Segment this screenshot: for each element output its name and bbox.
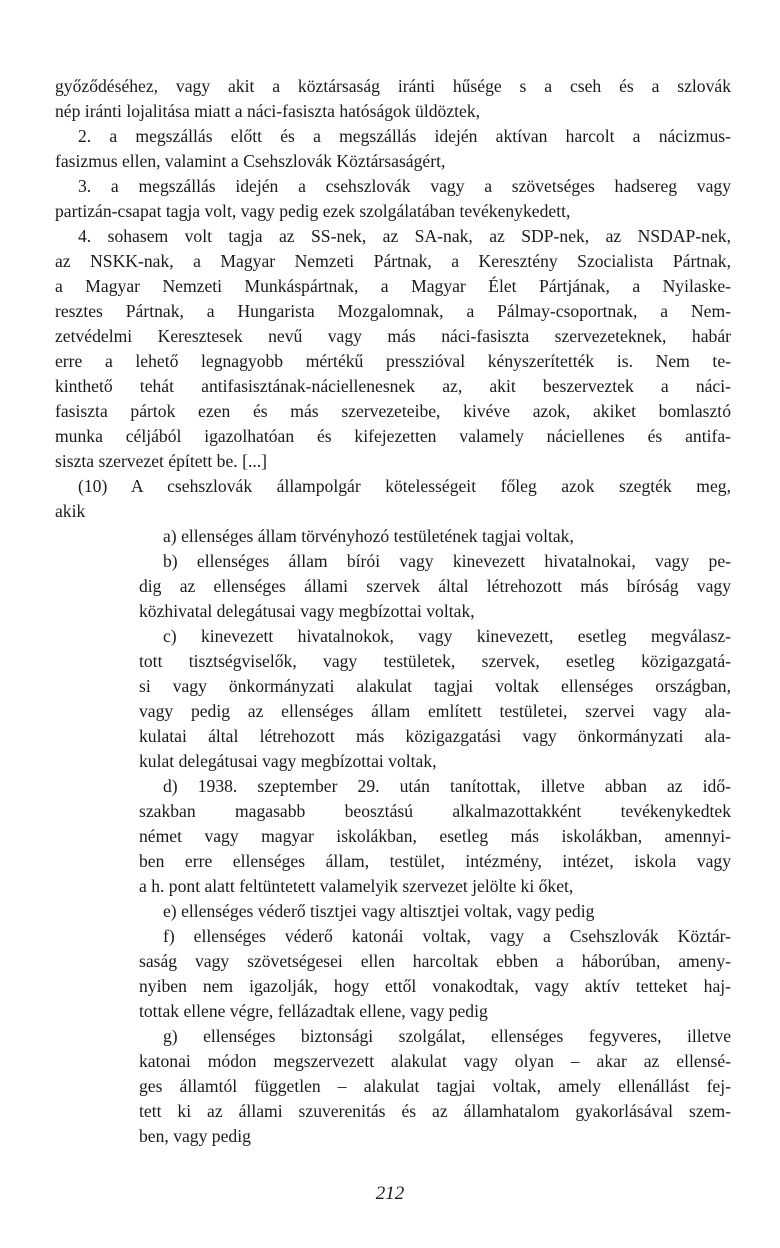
text-line: nyiben nem igazolják, hogy ettől vonakodtak, vagy aktív tetteket haj- bbox=[139, 976, 731, 996]
text-line: partizán-csapat tagja volt, vagy pedig ezek szolgálatában tevékenykedett, bbox=[55, 201, 571, 221]
text-line: kulat delegátusai vagy megbízottai voltak, bbox=[139, 751, 437, 771]
text-line: dig az ellenséges állami szervek által létrehozott más bíróság vagy bbox=[139, 576, 731, 596]
text-line: munka céljából igazolhatóan és kifejezetten valamely náciellenes és antifa- bbox=[55, 426, 731, 446]
text-line: tottak ellene végre, fellázadtak ellene, vagy pedig bbox=[139, 1001, 488, 1021]
text-line: siszta szervezet épített be. [...] bbox=[55, 451, 268, 471]
text-line: az NSKK-nak, a Magyar Nemzeti Pártnak, a Keresztény Szocialista Pártnak, bbox=[55, 251, 731, 271]
text-line: fasizmus ellen, valamint a Csehszlovák Köztársaságért, bbox=[55, 151, 446, 171]
text-line: ges államtól független – alakulat tagjai voltak, amely ellenállást fej- bbox=[139, 1076, 731, 1096]
text-line: tett ki az állami szuverenitás és az államhatalom gyakorlásával szem- bbox=[139, 1101, 731, 1121]
text-line: a h. pont alatt feltüntetett valamelyik szervezet jelölte ki őket, bbox=[139, 876, 574, 896]
text-line: erre a lehető legnagyobb mértékű presszióval kényszerítették is. Nem te- bbox=[55, 351, 731, 371]
text-line: zetvédelmi Keresztesek nevű vagy más náci-fasiszta szervezeteknek, habár bbox=[55, 326, 731, 346]
text-line: f) ellenséges véderő katonái voltak, vagy a Csehszlovák Köztár- bbox=[163, 926, 731, 946]
text-line: 2. a megszállás előtt és a megszállás idején aktívan harcolt a nácizmus- bbox=[78, 126, 731, 146]
text-line: a) ellenséges állam törvényhozó testületének tagjai voltak, bbox=[163, 526, 574, 546]
text-line: c) kinevezett hivatalnokok, vagy kinevezett, esetleg megválasz- bbox=[163, 626, 731, 646]
text-line: katonai módon megszervezett alakulat vagy olyan – akar az ellensé- bbox=[139, 1051, 731, 1071]
text-line: d) 1938. szeptember 29. után tanítottak, illetve abban az idő- bbox=[163, 776, 731, 796]
text-line: si vagy önkormányzati alakulat tagjai voltak ellenséges országban, bbox=[139, 676, 731, 696]
text-line: vagy pedig az ellenséges állam említett testületei, szervei vagy ala- bbox=[139, 701, 731, 721]
text-line: b) ellenséges állam bírói vagy kinevezett hivatalnokai, vagy pe- bbox=[163, 551, 731, 571]
text-line: g) ellenséges biztonsági szolgálat, ellenséges fegyveres, illetve bbox=[163, 1026, 731, 1046]
text-line: a Magyar Nemzeti Munkáspártnak, a Magyar Élet Pártjának, a Nyilaske- bbox=[55, 276, 731, 296]
text-line: tott tisztségviselők, vagy testületek, szervek, esetleg közigazgatá- bbox=[139, 651, 731, 671]
text-line: resztes Pártnak, a Hungarista Mozgalomnak, a Pálmay-csoportnak, a Nem- bbox=[55, 301, 731, 321]
text-line: 4. sohasem volt tagja az SS-nek, az SA-nak, az SDP-nek, az NSDAP-nek, bbox=[78, 226, 731, 246]
text-line: saság vagy szövetségesei ellen harcoltak ebben a háborúban, ameny- bbox=[139, 951, 731, 971]
text-line: nép iránti lojalitása miatt a náci-fasiszta hatóságok üldöztek, bbox=[55, 101, 481, 121]
text-line: 3. a megszállás idején a csehszlovák vagy a szövetséges hadsereg vagy bbox=[78, 176, 731, 196]
page-number: 212 bbox=[375, 1183, 405, 1204]
text-line: ben erre ellenséges állam, testület, intézmény, intézet, iskola vagy bbox=[139, 851, 731, 871]
text-line: fasiszta pártok ezen és más szervezeteibe, kivéve azok, akiket bomlasztó bbox=[55, 401, 731, 421]
text-line: (10) A csehszlovák állampolgár kötelességeit főleg azok szegték meg, bbox=[78, 476, 731, 496]
text-line: ben, vagy pedig bbox=[139, 1126, 251, 1146]
text-line: kinthető tehát antifasisztának-náciellenesnek az, akit beszerveztek a náci- bbox=[55, 376, 731, 396]
text-line: e) ellenséges véderő tisztjei vagy altisztjei voltak, vagy pedig bbox=[163, 901, 595, 921]
text-line: szakban magasabb beosztású alkalmazottakként tevékenykedtek bbox=[139, 801, 731, 821]
text-line: kulatai által létrehozott más közigazgatási vagy önkormányzati ala- bbox=[139, 726, 731, 746]
text-line: német vagy magyar iskolákban, esetleg más iskolákban, amennyi- bbox=[139, 826, 731, 846]
text-line: közhivatal delegátusai vagy megbízottai voltak, bbox=[139, 601, 475, 621]
text-line: akik bbox=[55, 501, 86, 521]
page-body-text bbox=[55, 74, 731, 1149]
text-line: győződéséhez, vagy akit a köztársaság iránti hűsége s a cseh és a szlovák bbox=[55, 76, 731, 96]
